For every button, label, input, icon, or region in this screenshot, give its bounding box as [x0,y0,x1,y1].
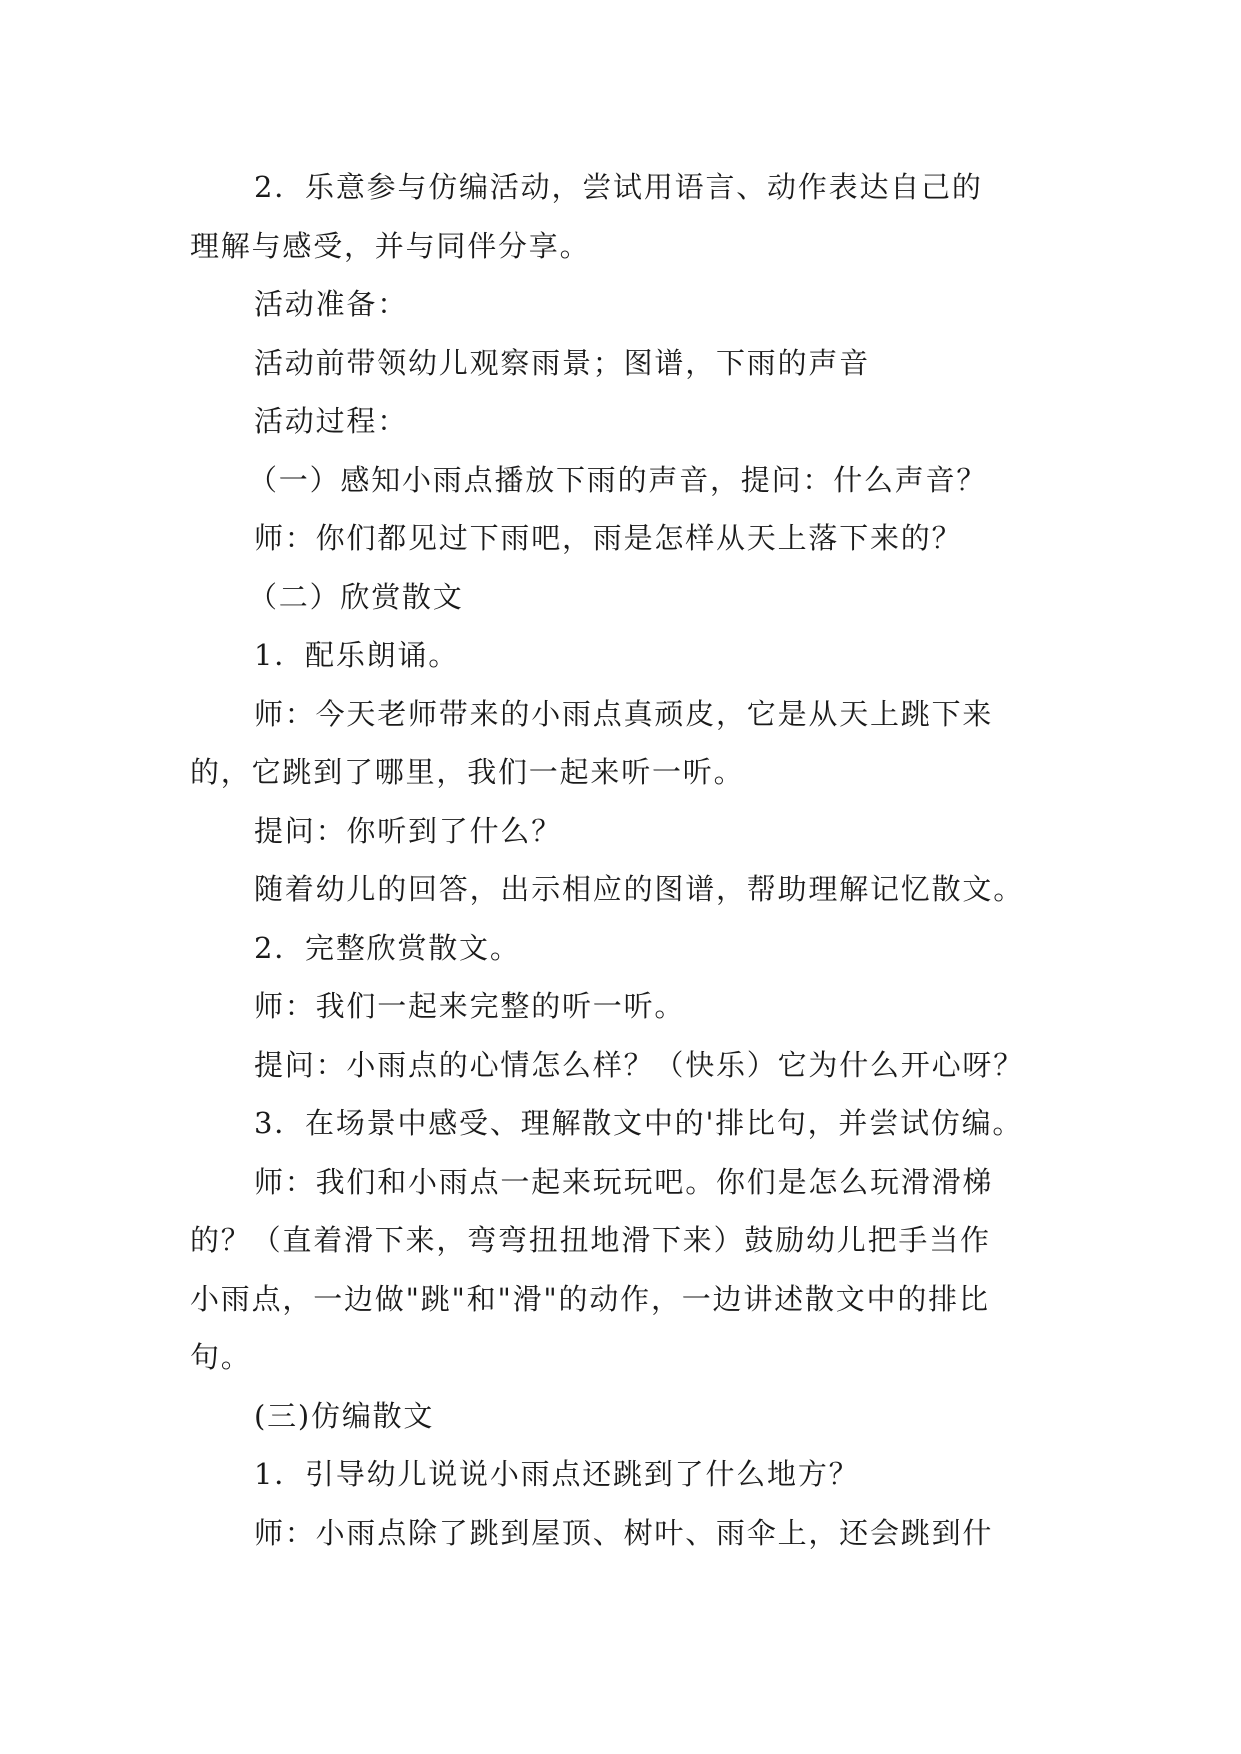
text-line: 随着幼儿的回答，出示相应的图谱，帮助理解记忆散文。 [254,872,1025,906]
subsection-heading: （二）欣赏散文 [248,579,464,614]
text-line: 的，它跳到了哪里，我们一起来听一听。 [190,755,745,789]
text-line: 1．配乐朗诵。 [254,638,460,672]
subsection-heading: (三)仿编散文 [254,1398,435,1433]
text-line: 1．引导幼儿说说小雨点还跳到了什么地方？ [254,1457,860,1491]
text-line: 师：我们一起来完整的听一听。 [254,989,686,1023]
subsection-heading: （一）感知小雨点播放下雨的声音，提问：什么声音？ [248,462,988,497]
text-line: 的？（直着滑下来，弯弯扭扭地滑下来）鼓励幼儿把手当作 [190,1223,991,1257]
document-body [190,158,1050,1562]
text-line: 句。 [190,1340,252,1374]
text-line: 提问：你听到了什么？ [254,813,563,848]
text-line: 2．乐意参与仿编活动，尝试用语言、动作表达自己的 [254,170,983,204]
text-line: 小雨点，一边做"跳"和"滑"的动作，一边讲述散文中的排比 [190,1281,990,1316]
text-line: 3．在场景中感受、理解散文中的'排比句，并尝试仿编。 [254,1106,1024,1140]
text-line: 2．完整欣赏散文。 [254,930,521,965]
text-line: 师：小雨点除了跳到屋顶、树叶、雨伞上，还会跳到什 [254,1515,994,1550]
section-heading: 活动准备： [254,287,409,321]
text-line: 理解与感受，并与同伴分享。 [190,228,591,263]
section-heading: 活动过程： [254,404,409,438]
text-line: 师：你们都见过下雨吧，雨是怎样从天上落下来的？ [254,521,963,555]
text-line: 活动前带领幼儿观察雨景；图谱，下雨的声音 [254,345,871,380]
text-line: 师：我们和小雨点一起来玩玩吧。你们是怎么玩滑滑梯 [254,1164,994,1199]
text-line: 提问：小雨点的心情怎么样？（快乐）它为什么开心呀？ [254,1047,1025,1082]
text-line: 师：今天老师带来的小雨点真顽皮，它是从天上跳下来 [254,696,994,731]
